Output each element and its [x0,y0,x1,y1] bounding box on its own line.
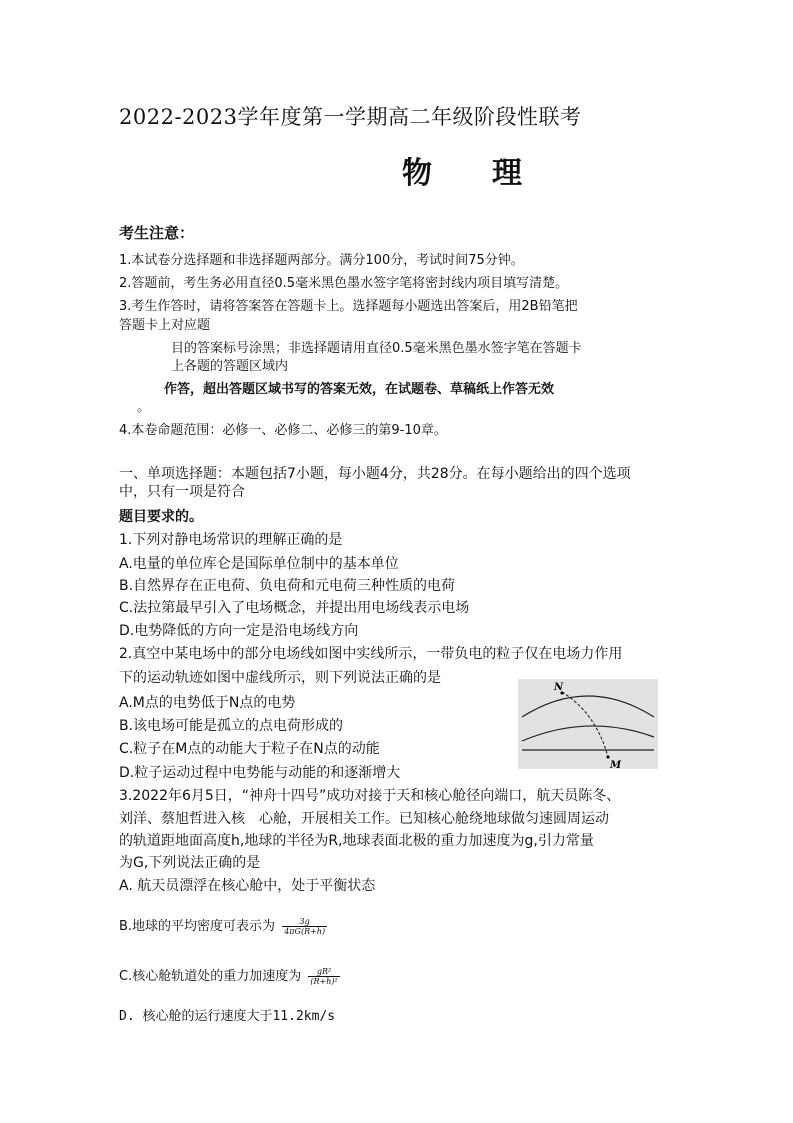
q2-option-a: A.M点的电势低于N点的电势 [119,695,296,711]
particle-trajectory [562,692,608,757]
q3-stem-line-3: 的轨道距地面高度h,地球的半径为R,地球表面北极的重力加速度为g,引力常量 [119,833,594,849]
notice-item-3-line-3: 目的答案标号涂黑；非选择题请用直径0.5毫米黑色墨水签字笔在答题卡 [171,341,582,356]
q2-stem-line-2: 下的运动轨迹如图中虚线所示，则下列说法正确的是 [119,670,441,686]
notice-title: 考生注意： [119,224,195,242]
q3-option-b-text: B.地球的平均密度可表示为 [119,919,276,934]
notice-item-1: 1.本试卷分选择题和非选择题两部分。满分100分，考试时间75分钟。 [119,253,524,268]
q3-option-c-numerator: gR² [316,967,332,976]
point-m-label: M [610,760,622,769]
q1-option-a: A.电量的单位库仑是国际单位制中的基本单位 [119,556,399,572]
q1-option-c: C.法拉第最早引入了电场概念，并提出用电场线表示电场 [119,600,470,616]
electric-field-diagram [518,679,658,769]
q3-option-a: A. 航天员漂浮在核心舱中，处于平衡状态 [119,878,376,894]
section1-intro-line-3: 题目要求的。 [119,509,203,525]
notice-item-3-line-1: 3.考生作答时，请将答案答在答题卡上。选择题每小题选出答案后，用2B铅笔把 [119,299,578,314]
q1-option-b: B.自然界存在正电荷、负电荷和元电荷三种性质的电荷 [119,578,456,594]
q3-option-b-numerator: 3g [299,917,310,926]
subject-char-1: 物 [402,156,434,191]
notice-item-3-line-5: 作答，超出答题区域书写的答案无效，在试题卷、草稿纸上作答无效 [164,382,555,397]
field-line-upper [522,696,654,717]
q2-option-b: B.该电场可能是孤立的点电荷形成的 [119,718,344,734]
q1-option-d: D.电势降低的方向一定是沿电场线方向 [119,623,359,639]
section1-intro-line-1: 一、单项选择题：本题包括7小题，每小题4分，共28分。在每小题给出的四个选项 [119,466,631,482]
q3-option-c-text: C.核心舱轨道处的重力加速度为 [119,969,302,984]
electric-field-figure [518,679,658,769]
point-n-label: N [554,682,564,693]
point-m-dot [606,755,609,758]
q3-stem-line-4: 为G,下列说法正确的是 [119,855,261,871]
notice-item-3-line-2: 答题卡上对应题 [119,318,211,333]
q3-option-b-denominator: 4πG(R+h) [284,927,326,936]
subject-char-2: 理 [492,156,524,191]
q2-option-d: D.粒子运动过程中电势能与动能的和逐渐增大 [119,765,401,781]
section1-intro-line-2: 中，只有一项是符合 [119,484,245,500]
q3-option-b [119,915,327,936]
q3-option-b-fraction [282,917,327,936]
notice-item-3-line-4: 上各题的答题区域内 [171,359,289,374]
q1-stem: 1.下列对静电场常识的理解正确的是 [119,532,343,548]
exam-title: 2022-2023学年度第一学期高二年级阶段性联考 [119,105,582,129]
notice-item-2: 2.答题前，考生务必用直径0.5毫米黑色墨水签字笔将密封线内项目填写清楚。 [119,276,569,291]
notice-item-3-line-6: 。 [137,400,151,415]
field-line-middle [522,726,654,741]
q3-stem-line-1: 3.2022年6月5日，“神舟十四号”成功对接于天和核心舱径向端口，航天员陈冬、 [119,788,621,804]
q3-option-c [119,965,340,986]
q3-option-d-text: D. 核心舱的运行速度大于11.2km/s [119,1009,336,1024]
q3-stem-line-2: 刘洋、蔡旭哲进入核 心舱，开展相关工作。已知核心舱绕地球做匀速圆周运动 [119,811,609,827]
notice-item-4: 4.本卷命题范围：必修一、必修二、必修三的第9-10章。 [119,423,447,438]
q2-stem-line-1: 2.真空中某电场中的部分电场线如图中实线所示，一带负电的粒子仅在电场力作用 [119,646,623,662]
q2-option-c: C.粒子在M点的动能大于粒子在N点的动能 [119,741,380,757]
q3-option-c-fraction [308,967,339,986]
q3-option-d [119,1005,335,1024]
q3-option-c-denominator: (R+h)² [310,977,338,986]
